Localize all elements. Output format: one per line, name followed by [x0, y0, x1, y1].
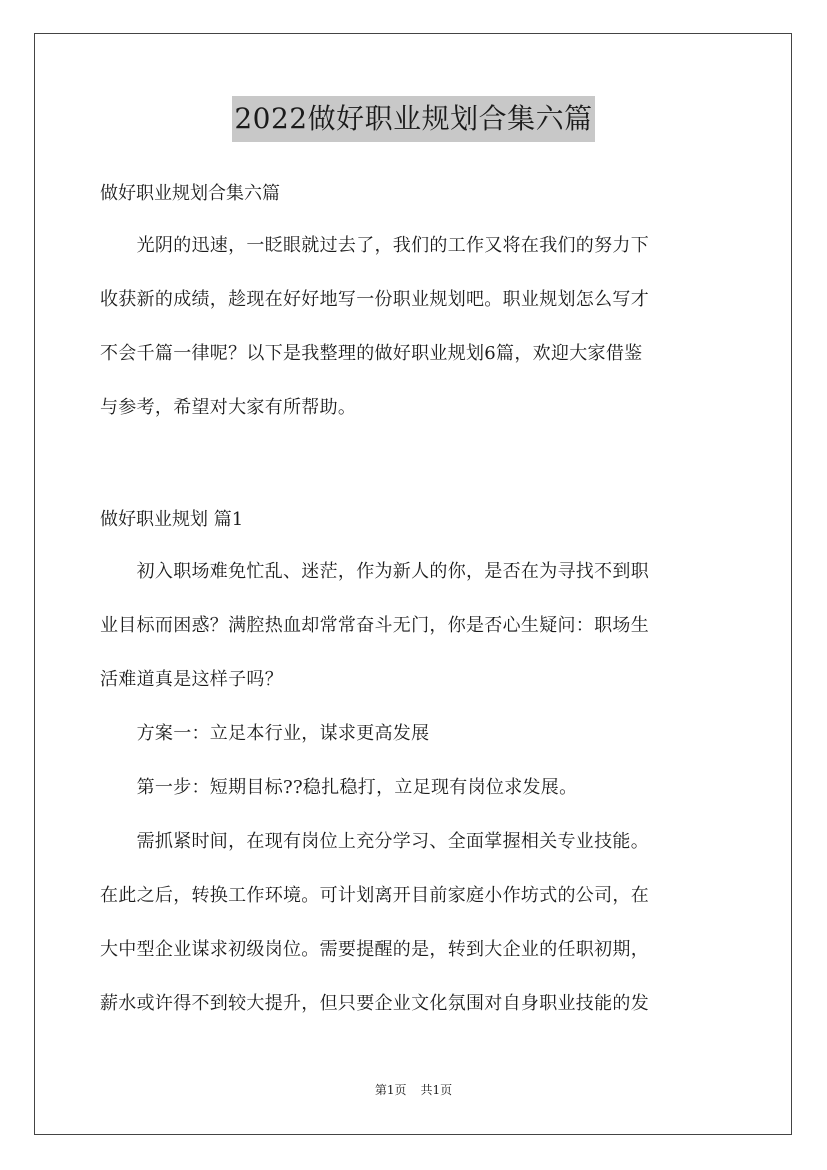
page-footer: [0, 1082, 827, 1098]
intro-line-1: 光阴的迅速，一眨眼就过去了，我们的工作又将在我们的努力下: [100, 235, 649, 256]
section-line-9: 薪水或许得不到较大提升，但只要企业文化氛围对自身职业技能的发: [100, 993, 649, 1014]
intro-line-2: 收获新的成绩，趁现在好好地写一份职业规划吧。职业规划怎么写才: [100, 289, 649, 310]
section-line-1: 初入职场难免忙乱、迷茫，作为新人的你，是否在为寻找不到职: [100, 561, 649, 582]
section-line-8: 大中型企业谋求初级岗位。需要提醒的是，转到大企业的任职初期，: [100, 939, 649, 960]
page-number: 第1页: [374, 1083, 407, 1097]
section-body: [100, 558, 730, 1044]
document-subtitle: 做好职业规划合集六篇: [100, 183, 280, 204]
intro-line-4: 与参考，希望对大家有所帮助。: [100, 397, 357, 418]
section-heading: 做好职业规划 篇1: [100, 509, 244, 530]
document-subtitle-block: [100, 180, 730, 208]
section-heading-block: [100, 506, 730, 534]
section-line-6: 需抓紧时间，在现有岗位上充分学习、全面掌握相关专业技能。: [100, 831, 649, 852]
section-line-3: 活难道真是这样子吗？: [100, 669, 283, 690]
section-line-2: 业目标而困惑？满腔热血却常常奋斗无门，你是否心生疑问：职场生: [100, 615, 649, 636]
intro-paragraph: [100, 232, 730, 448]
title-wrapper: [0, 96, 827, 142]
document-title: 2022做好职业规划合集六篇: [232, 96, 594, 142]
section-line-4: 方案一：立足本行业，谋求更高发展: [100, 723, 430, 744]
page-total: 共1页: [420, 1083, 453, 1097]
intro-line-3: 不会千篇一律呢？以下是我整理的做好职业规划6篇，欢迎大家借鉴: [100, 343, 643, 364]
section-line-7: 在此之后，转换工作环境。可计划离开目前家庭小作坊式的公司，在: [100, 885, 649, 906]
section-line-5: 第一步：短期目标??稳扎稳打，立足现有岗位求发展。: [100, 777, 578, 798]
